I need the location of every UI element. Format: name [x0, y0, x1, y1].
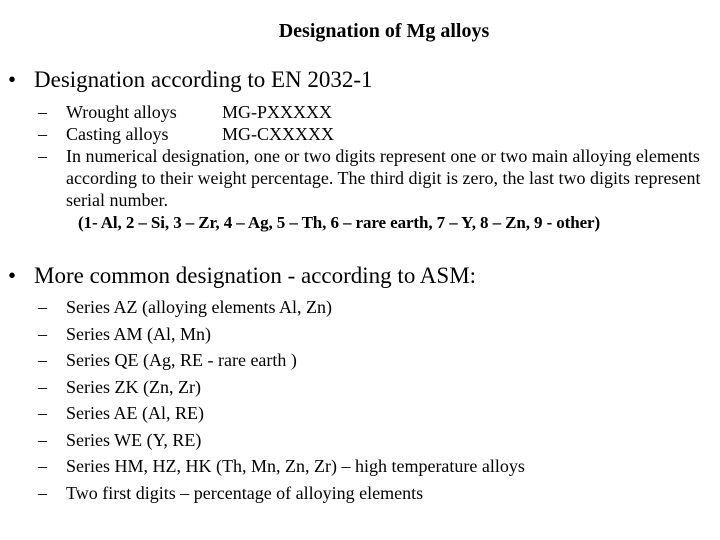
bullet-dot-icon: • [8, 263, 17, 288]
series-text: Series AE (Al, RE) [66, 403, 204, 423]
dash-icon: – [38, 456, 47, 476]
dash-icon: – [38, 376, 47, 397]
bullet-asm-designation [8, 262, 476, 290]
bullet-en-designation [8, 66, 373, 94]
dash-icon: – [38, 350, 47, 370]
dash-icon: – [38, 323, 47, 344]
dash-icon: – [38, 297, 47, 317]
list-item [38, 321, 708, 348]
dash-icon: – [38, 102, 47, 122]
bullet-asm-text: More common designation - according to ASM: [34, 263, 477, 288]
dash-icon: – [38, 403, 47, 423]
list-item [38, 480, 708, 507]
series-text: Series AM (Al, Mn) [66, 323, 211, 344]
wrought-code: MG-PXXXXX [222, 102, 333, 122]
dash-icon: – [38, 124, 47, 144]
dash-icon: – [38, 146, 47, 166]
bullet-en-text: Designation according to EN 2032-1 [34, 67, 373, 92]
series-text: Series QE (Ag, RE - rare earth ) [66, 350, 297, 370]
list-item-numerical [38, 145, 708, 211]
slide-title: Designation of Mg alloys [278, 20, 490, 42]
numerical-designation-text: In numerical designation, one or two digits represent one or two main alloying elements according to their weight percentage. The third digit is zero, the last two digits represent serial number. [66, 146, 701, 210]
dash-icon: – [38, 429, 47, 450]
series-text: Series AZ (alloying elements Al, Zn) [66, 297, 332, 317]
wrought-label: Wrought alloys [66, 102, 177, 122]
series-text: Series WE (Y, RE) [66, 429, 202, 450]
element-codes-note: (1- Al, 2 – Si, 3 – Zr, 4 – Ag, 5 – Th, 6 – rare earth, 7 – Y, 8 – Zn, 9 - other) [78, 213, 601, 232]
list-item [38, 427, 708, 454]
casting-code: MG-CXXXXX [222, 124, 334, 144]
series-text: Two first digits – percentage of alloying elements [66, 482, 424, 503]
casting-label: Casting alloys [66, 124, 169, 144]
series-text: Series ZK (Zn, Zr) [66, 376, 201, 397]
dash-icon: – [38, 482, 47, 503]
asm-sublist [38, 294, 708, 506]
list-item [38, 374, 708, 401]
en-sublist [38, 101, 708, 235]
list-item [38, 294, 708, 321]
list-item-casting [38, 123, 708, 145]
list-item [38, 347, 708, 374]
series-text: Series HM, HZ, HK (Th, Mn, Zn, Zr) – high temperature alloys [66, 456, 525, 476]
list-item [38, 453, 708, 480]
list-item-wrought [38, 101, 708, 123]
bullet-dot-icon: • [8, 67, 17, 92]
list-item [38, 400, 708, 427]
